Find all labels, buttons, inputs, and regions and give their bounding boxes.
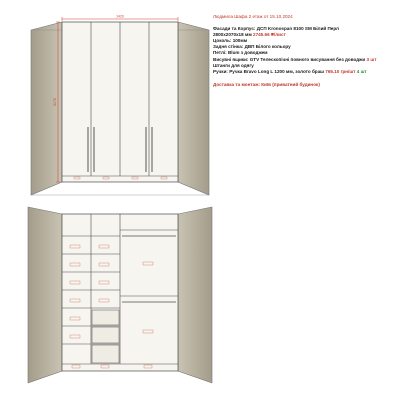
spec-hinges: Петлі: Blum з доводжем — [213, 50, 268, 56]
spec-panel-size: 2800х2070х18 мм — [213, 32, 252, 38]
spec-drawers-line — [213, 57, 399, 63]
height-dimension-label: 2170 — [53, 98, 57, 106]
spec-drawers-count: 3 шт — [366, 56, 377, 62]
spec-facade: Фасади та Корпус: ДСП Kronospan 8100 SM Білий Перл — [213, 26, 339, 32]
spec-back-wall: Задня стінка: ДВП Білого кольору — [213, 44, 291, 50]
spec-title: Людмила Шафа 2 етаж от 15.10.2024 — [213, 14, 293, 19]
left-open-door — [28, 207, 62, 383]
drawer — [92, 345, 119, 363]
spec-handles-count: 4 шт — [356, 68, 367, 74]
front-view-closed — [31, 15, 209, 196]
spec-handles: Ручки: Ручка Bravo Long L 1200 мм, золото браш — [213, 68, 324, 74]
right-open-door — [178, 207, 212, 383]
spec-drawers: Висувні ящики: GTV Телескопічні повного висування без доводжи — [213, 56, 366, 62]
spec-plinth: Цоколь: 100мм — [213, 38, 248, 44]
width-dimension-label: 1420 — [116, 14, 124, 19]
spec-panel-price: 2745.66 ₴/лист — [253, 32, 286, 38]
drawer — [92, 327, 119, 343]
spec-handles-price: 765.10 грн/шт — [325, 68, 356, 74]
right-wall-top — [178, 22, 209, 195]
front-view-open — [28, 207, 212, 383]
spec-rods: Штанги для одягу — [213, 62, 254, 68]
spec-delivery: Доставка та монтаж: Київ (приватний будинок) — [213, 81, 320, 87]
specification-panel — [213, 14, 399, 88]
spec-handles-line — [213, 69, 399, 75]
left-wall-top — [31, 22, 62, 195]
drawers — [92, 310, 119, 363]
drawer — [92, 310, 119, 325]
